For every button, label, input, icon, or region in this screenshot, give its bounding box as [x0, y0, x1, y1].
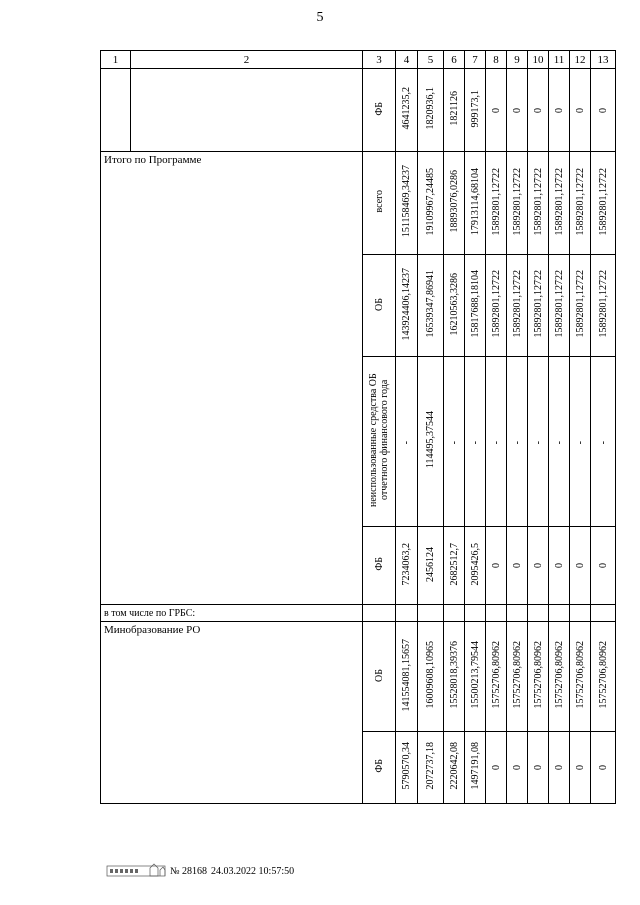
value-cell: 19109967,24485: [425, 167, 436, 236]
value-cell: 0: [574, 107, 586, 113]
value-cell: 1820936,1: [425, 87, 436, 130]
empty-cell: [528, 605, 549, 622]
value-cell: 0: [597, 107, 609, 113]
grbs-label: в том числе по ГРБС:: [104, 608, 196, 619]
value-cell: 0: [490, 765, 502, 770]
value-cell: 15892801,12722: [532, 167, 544, 236]
program-total-label: [101, 152, 363, 605]
value-cell: 2220642,08: [448, 742, 460, 790]
table-row: [101, 152, 616, 255]
document-number: № 28168: [170, 866, 208, 877]
empty-cell: [363, 605, 396, 622]
empty-cell: [418, 605, 444, 622]
table-row: [101, 605, 616, 622]
empty-cell: [591, 605, 616, 622]
ministry-text: Минобразование РО: [104, 624, 201, 636]
value-cell: 15892801,12722: [553, 270, 565, 338]
column-number: 1: [101, 51, 131, 69]
column-number: 6: [444, 51, 465, 69]
value-cell: -: [469, 440, 481, 444]
value-cell: 16009608,10965: [425, 641, 436, 709]
table-row: [101, 69, 616, 152]
funding-source-label: ФБ: [373, 557, 385, 571]
value-cell: 0: [511, 107, 523, 113]
value-cell: 0: [597, 765, 609, 770]
page-number: 5: [316, 10, 324, 25]
empty-cell: [486, 605, 507, 622]
table-row: [101, 622, 616, 732]
value-cell: 15817688,18104: [469, 270, 481, 338]
column-number: 11: [549, 51, 570, 69]
budget-table: [100, 50, 616, 804]
value-cell: -: [448, 440, 460, 444]
column-number: 2: [131, 51, 363, 69]
value-cell: 0: [574, 563, 586, 568]
value-cell: 16539347,86941: [425, 270, 436, 338]
value-cell: 0: [574, 765, 586, 770]
value-cell: 0: [511, 563, 523, 568]
empty-cell: [570, 605, 591, 622]
value-cell: 0: [597, 563, 609, 568]
fb-label: ФБ: [373, 101, 385, 116]
column-number: 13: [591, 51, 616, 69]
value-cell: -: [574, 440, 586, 444]
empty-cell: [507, 605, 528, 622]
column-number: 4: [396, 51, 418, 69]
value-cell: 15892801,12722: [490, 167, 502, 236]
value-cell: 15892801,12722: [597, 270, 609, 338]
value-cell: 0: [511, 765, 523, 770]
value-cell: 114495,37544: [425, 411, 436, 469]
value-cell: 2682512,7: [448, 542, 460, 586]
value-cell: 0: [490, 563, 502, 568]
value-cell: 15892801,12722: [511, 167, 523, 236]
value-cell: 15892801,12722: [553, 167, 565, 236]
column-number: 9: [507, 51, 528, 69]
value-cell: -: [490, 440, 502, 444]
footer: [106, 862, 294, 878]
value-cell: -: [597, 440, 609, 444]
column-number: 3: [363, 51, 396, 69]
value-cell: -: [401, 440, 412, 444]
garant-stamp-icon: [106, 862, 166, 878]
value-cell: 15752706,80962: [532, 641, 544, 709]
empty-cell: [131, 69, 363, 152]
empty-cell: [101, 69, 131, 152]
value-cell: 15752706,80962: [553, 641, 565, 709]
value-cell: 15892801,12722: [597, 167, 609, 236]
value-cell: 5790570,34: [401, 742, 412, 790]
value-cell: 7234063,2: [401, 542, 412, 586]
value-cell: 15752706,80962: [574, 641, 586, 709]
value-cell: 15892801,12722: [532, 270, 544, 338]
value-cell: 0: [532, 107, 544, 113]
value-cell: 143924406,14237: [401, 267, 412, 341]
column-number: 5: [418, 51, 444, 69]
empty-cell: [465, 605, 486, 622]
value-cell: 2456124: [425, 546, 436, 582]
document-datetime: 24.03.2022 10:57:50: [211, 866, 295, 877]
value-cell: 4641235,2: [401, 87, 412, 130]
value-cell: 15892801,12722: [574, 270, 586, 338]
column-number: 8: [486, 51, 507, 69]
value-cell: 0: [553, 107, 565, 113]
value-cell: 17913114,68104: [469, 167, 481, 236]
grbs-label-cell: [101, 605, 363, 622]
empty-cell: [444, 605, 465, 622]
value-cell: 2095426,5: [469, 542, 481, 586]
value-cell: 999173,1: [469, 89, 481, 128]
funding-source-label: всего: [373, 190, 385, 213]
value-cell: -: [511, 440, 523, 444]
funding-source-label: ОБ: [373, 668, 385, 682]
funding-source-label: неиспользованные средства ОБ отчетного финансового года: [368, 373, 390, 507]
value-cell: -: [553, 440, 565, 444]
value-cell: 0: [553, 765, 565, 770]
value-cell: 2072737,18: [425, 742, 436, 790]
value-cell: 15892801,12722: [574, 167, 586, 236]
value-cell: 0: [553, 563, 565, 568]
value-cell: 15892801,12722: [511, 270, 523, 338]
value-cell: 15752706,80962: [597, 641, 609, 709]
column-number: 7: [465, 51, 486, 69]
funding-source-label: ФБ: [373, 759, 385, 773]
value-cell: 18893076,0286: [448, 170, 460, 233]
empty-cell: [549, 605, 570, 622]
table-row: [101, 51, 616, 69]
funding-source-label: ОБ: [373, 297, 385, 311]
empty-cell: [396, 605, 418, 622]
value-cell: 15752706,80962: [490, 641, 502, 709]
value-cell: 1497191,08: [469, 742, 481, 790]
value-cell: 0: [532, 765, 544, 770]
value-cell: 151158469,34237: [401, 165, 412, 238]
value-cell: 141554081,15657: [401, 638, 412, 712]
value-cell: 15500213,79544: [469, 641, 481, 709]
value-cell: 15528018,39376: [448, 641, 460, 709]
column-number: 12: [570, 51, 591, 69]
value-cell: 0: [490, 107, 502, 113]
column-number: 10: [528, 51, 549, 69]
value-cell: 0: [532, 563, 544, 568]
value-cell: 16210563,3286: [448, 272, 460, 336]
value-cell: -: [532, 440, 544, 444]
value-cell: 1821126: [448, 91, 460, 126]
value-cell: 15892801,12722: [490, 270, 502, 338]
program-total-text: Итого по Программе: [104, 154, 202, 166]
ministry-label: [101, 622, 363, 804]
value-cell: 15752706,80962: [511, 641, 523, 709]
